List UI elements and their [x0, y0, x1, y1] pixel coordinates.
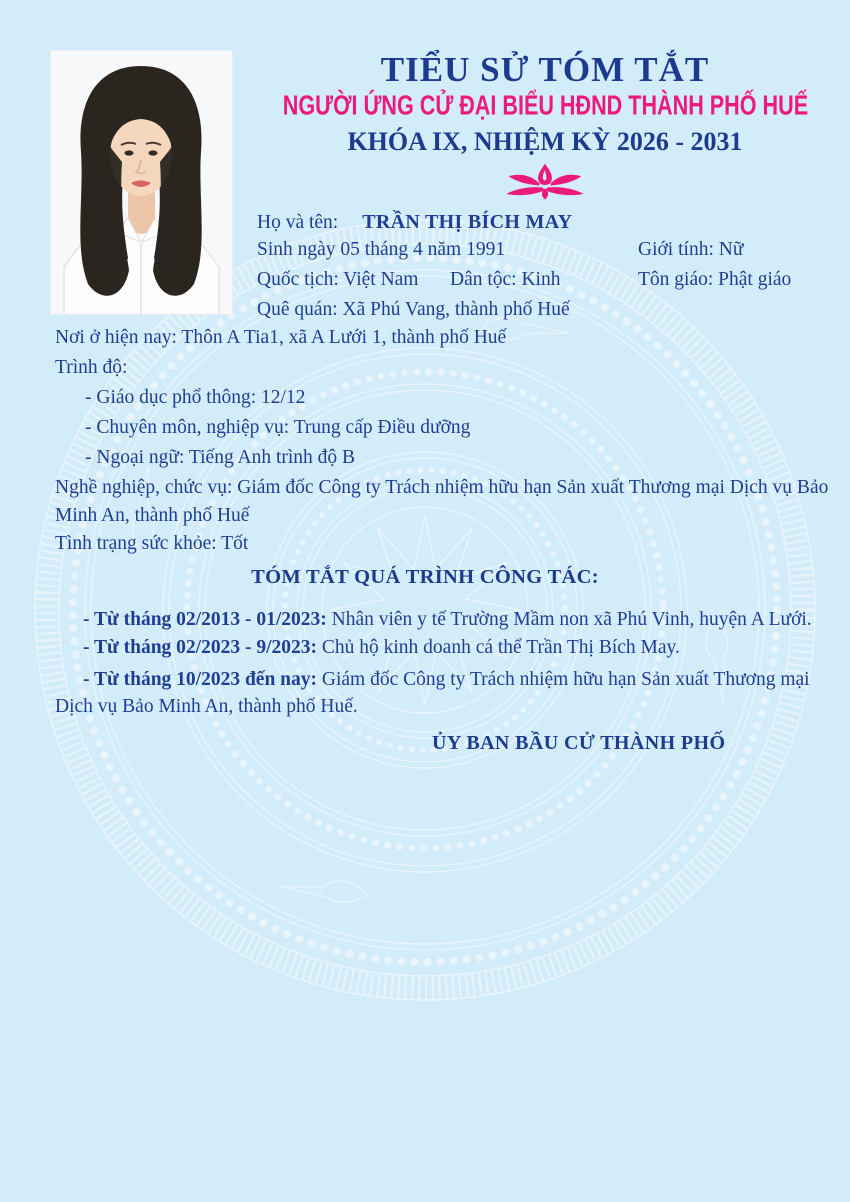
name-row [257, 207, 572, 238]
career-item [55, 634, 845, 661]
career-period: - Từ tháng 02/2023 - 9/2023: [83, 637, 317, 658]
document-header [238, 52, 850, 207]
religion-row: Tôn giáo: Phật giáo [638, 269, 792, 290]
lotus-flame-icon [503, 162, 587, 202]
ethnicity-row: Dân tộc: Kinh [450, 269, 561, 290]
hometown-row: Quê quán: Xã Phú Vang, thành phố Huế [257, 299, 570, 320]
occupation-row: Nghề nghiệp, chức vụ: Giám đốc Công ty Trách nhiệm hữu hạn Sản xuất Thương mại Dịch vụ Bảo Minh An, thành phố Huế [55, 477, 829, 526]
health-row: Tình trạng sức khỏe: Tốt [55, 533, 249, 554]
career-detail: Giám đốc Công ty Trách nhiệm hữu hạn Sản xuất Thương mại Dịch vụ Bảo Minh An, thành phố Huế. [55, 669, 810, 717]
candidate-photo [50, 50, 233, 315]
career-item [55, 606, 845, 633]
career-period: - Từ tháng 10/2023 đến nay: [83, 669, 318, 690]
election-committee-signature: ỦY BAN BẦU CỬ THÀNH PHỐ [432, 732, 726, 754]
residence-row: Nơi ở hiện nay: Thôn A Tia1, xã A Lưới 1, thành phố Huế [55, 327, 507, 348]
education-item: - Giáo dục phổ thông: 12/12 [85, 387, 306, 408]
education-item: - Chuyên môn, nghiệp vụ: Trung cấp Điều dưỡng [85, 417, 471, 438]
career-detail: Nhân viên y tế Trường Mầm non xã Phú Vinh, huyện A Lưới. [326, 609, 812, 630]
career-detail: Chủ hộ kinh doanh cá thể Trần Thị Bích May. [316, 637, 680, 658]
career-section-heading: TÓM TẮT QUÁ TRÌNH CÔNG TÁC: [251, 566, 599, 588]
term-line: KHÓA IX, NHIỆM KỲ 2026 - 2031 [347, 127, 743, 156]
education-label: Trình độ: [55, 357, 128, 378]
page-title: TIỂU SỬ TÓM TẮT [380, 50, 710, 89]
career-item [55, 666, 810, 720]
career-period: - Từ tháng 02/2013 - 01/2023: [83, 609, 327, 630]
gender-row: Giới tính: Nữ [638, 239, 744, 260]
nationality-row: Quốc tịch: Việt Nam [257, 269, 419, 290]
education-item: - Ngoại ngữ: Tiếng Anh trình độ B [85, 447, 356, 468]
birth-row: Sinh ngày 05 tháng 4 năm 1991 [257, 239, 506, 260]
candidate-name: TRẦN THỊ BÍCH MAY [362, 211, 573, 233]
page-subtitle: NGƯỜI ỨNG CỬ ĐẠI BIỂU HĐND THÀNH PHỐ HUẾ [282, 88, 808, 122]
name-label: Họ và tên: [257, 212, 339, 233]
